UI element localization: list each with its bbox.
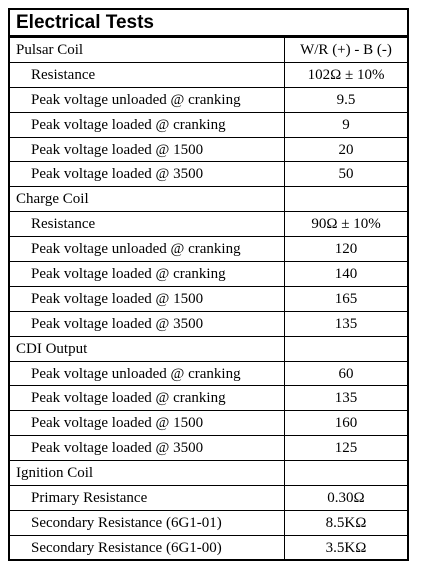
test-label: Peak voltage loaded @ cranking [10,262,285,286]
test-value: 165 [334,290,358,307]
section-header-row [10,187,407,212]
electrical-tests-table [8,8,409,561]
test-value: 9 [342,116,350,133]
table-row [10,411,407,436]
test-label: Peak voltage unloaded @ cranking [10,88,285,112]
test-value [285,461,407,485]
table-title: Electrical Tests [10,10,407,38]
test-label: Peak voltage loaded @ 1500 [10,411,285,435]
table-row [10,162,407,187]
table-row [10,536,407,561]
table-row [10,362,407,387]
test-label: Primary Resistance [10,486,285,510]
test-label: Peak voltage loaded @ 3500 [10,436,285,460]
test-label: Peak voltage unloaded @ cranking [10,362,285,386]
test-value: 120 [334,241,358,258]
test-label: Peak voltage loaded @ 3500 [10,312,285,336]
test-label: Peak voltage loaded @ cranking [10,113,285,137]
test-value: 90Ω ± 10% [311,216,381,233]
table-row [10,386,407,411]
section-label: Charge Coil [10,187,285,211]
table-row [10,486,407,511]
table-body [10,38,407,559]
test-value [285,337,407,361]
test-value: 20 [338,141,354,158]
section-label: CDI Output [10,337,285,361]
table-row [10,88,407,113]
test-label: Peak voltage unloaded @ cranking [10,237,285,261]
test-value: 140 [334,266,358,283]
test-value [285,187,407,211]
test-value: 50 [338,166,354,183]
test-label: Peak voltage loaded @ 1500 [10,287,285,311]
test-value: 3.5KΩ [325,539,367,556]
table-row [10,212,407,237]
table-row [10,312,407,337]
table-row [10,287,407,312]
section-header-row [10,461,407,486]
table-row [10,262,407,287]
test-value: 8.5KΩ [325,514,367,531]
table-row [10,436,407,461]
test-label: Peak voltage loaded @ cranking [10,386,285,410]
table-row [10,237,407,262]
test-label: Peak voltage loaded @ 1500 [10,138,285,162]
section-header-row [10,38,407,63]
test-label: Peak voltage loaded @ 3500 [10,162,285,186]
test-value: 160 [334,415,358,432]
table-row [10,511,407,536]
test-label: Secondary Resistance (6G1-00) [10,536,285,561]
test-value: 135 [334,315,358,332]
table-row [10,138,407,163]
test-value: W/R (+) - B (-) [300,42,392,58]
test-label: Secondary Resistance (6G1-01) [10,511,285,535]
test-value: 0.30Ω [327,490,365,507]
section-label: Ignition Coil [10,461,285,485]
test-value: 135 [334,390,358,407]
test-value: 9.5 [336,91,356,108]
section-header-row [10,337,407,362]
test-value: 102Ω ± 10% [307,66,385,83]
table-row [10,63,407,88]
test-label: Resistance [10,212,285,236]
table-row [10,113,407,138]
test-value: 60 [338,365,354,382]
test-label: Resistance [10,63,285,87]
section-label: Pulsar Coil [10,38,285,62]
test-value: 125 [334,440,358,457]
